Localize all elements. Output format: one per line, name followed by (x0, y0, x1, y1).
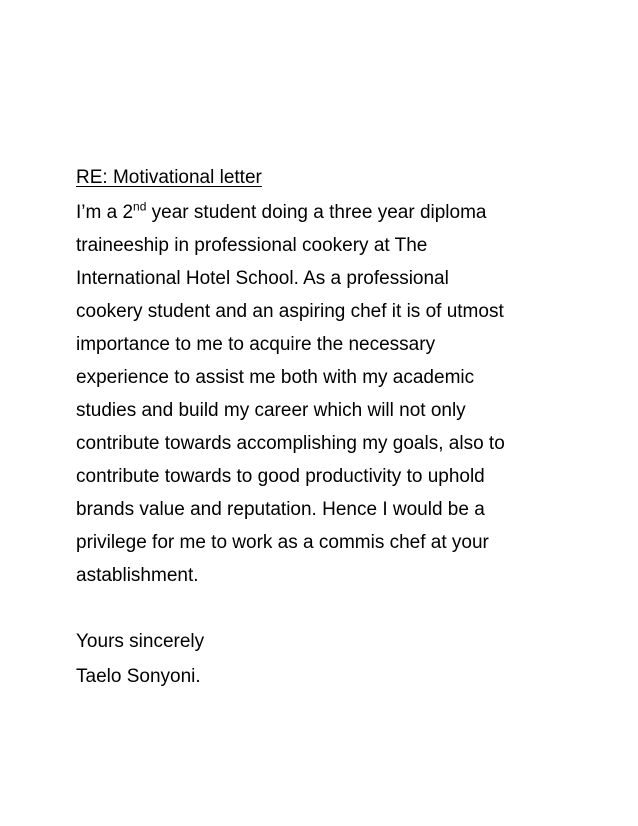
body-line-1 (76, 196, 576, 229)
letter-closing-block (76, 625, 576, 693)
closing-salutation: Yours sincerely (76, 631, 205, 652)
signature-name: Taelo Sonyoni. (76, 666, 201, 687)
body-line-10: brands value and reputation. Hence I would be a (76, 499, 485, 520)
body-line-9: contribute towards to good productivity to uphold (76, 466, 485, 487)
letter-subject: RE: Motivational letter (76, 167, 262, 188)
first-line-start: I’m a 2 (76, 202, 134, 223)
body-line-6: experience to assist me both with my academic (76, 367, 475, 388)
body-line-8: contribute towards accomplishing my goals, also to (76, 433, 505, 454)
letter (76, 161, 576, 693)
body-line-4: cookery student and an aspiring chef it is of utmost (76, 301, 504, 322)
first-line-end: year student doing a three year diploma (146, 202, 487, 223)
body-line-5: importance to me to acquire the necessary (76, 334, 436, 355)
body-line-2: traineeship in professional cookery at The (76, 235, 428, 256)
ordinal-suffix: nd (133, 199, 147, 214)
body-line-7: studies and build my career which will not only (76, 400, 466, 421)
body-line-11: privilege for me to work as a commis chef at your (76, 532, 489, 553)
letter-body (76, 196, 576, 592)
body-line-12: astablishment. (76, 565, 199, 586)
body-line-3: International Hotel School. As a professional (76, 268, 449, 289)
